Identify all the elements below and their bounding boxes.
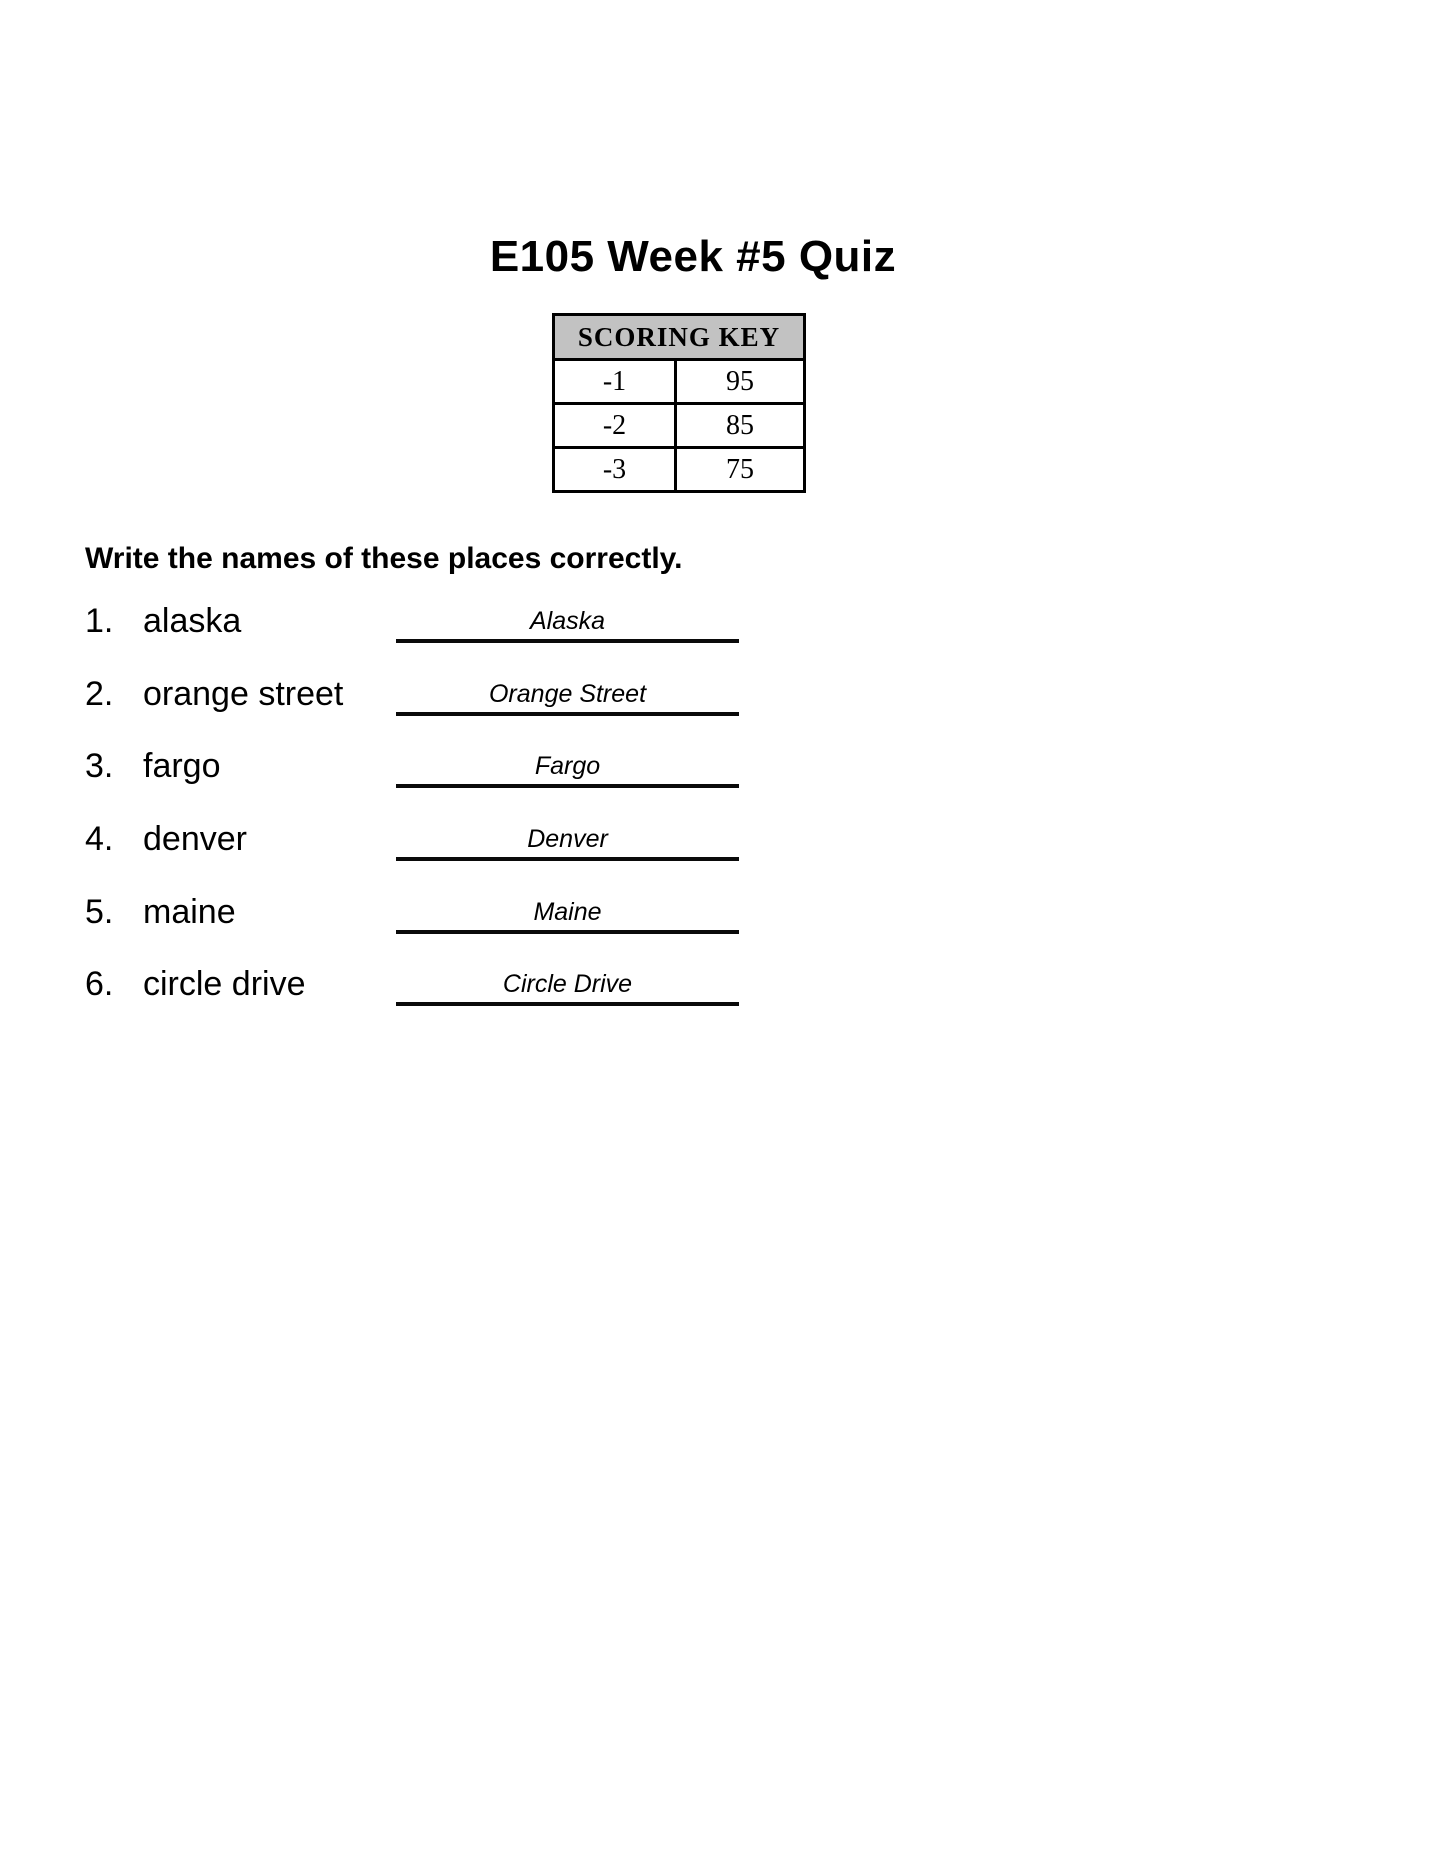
question-number: 1.	[85, 602, 114, 640]
scoring-key-header: SCORING KEY	[554, 315, 805, 360]
answer-text: Fargo	[534, 752, 601, 780]
question-row	[85, 596, 745, 643]
answer-text: Maine	[533, 898, 602, 926]
scoring-key-row	[554, 360, 805, 404]
question-row	[85, 741, 745, 788]
score-cell: 85	[676, 404, 805, 448]
answer-blank-line	[396, 959, 739, 1006]
question-row	[85, 669, 745, 716]
scoring-key-header-row	[554, 315, 805, 360]
answer-blank-line	[396, 669, 739, 716]
answer-text: Circle Drive	[502, 970, 633, 998]
question-number: 2.	[85, 675, 114, 713]
score-cell: 95	[676, 360, 805, 404]
answer-blank-line	[396, 741, 739, 788]
answer-text: Denver	[527, 825, 608, 853]
answer-text: Orange Street	[488, 680, 647, 708]
question-number: 5.	[85, 893, 114, 931]
score-cell: 75	[676, 448, 805, 492]
question-prompt: alaska	[143, 602, 242, 640]
question-prompt: circle drive	[143, 965, 306, 1003]
answer-text: Alaska	[529, 607, 606, 635]
question-number: 6.	[85, 965, 114, 1003]
question-prompt: orange street	[143, 675, 344, 713]
question-row	[85, 887, 745, 934]
answer-blank-line	[396, 596, 739, 643]
answer-blank-line	[396, 887, 739, 934]
scoring-key-table	[552, 313, 806, 493]
deduction-cell: -3	[554, 448, 676, 492]
question-number: 4.	[85, 820, 114, 858]
page-title: E105 Week #5 Quiz	[489, 232, 897, 281]
question-prompt: denver	[143, 820, 247, 858]
scoring-key-row	[554, 404, 805, 448]
deduction-cell: -2	[554, 404, 676, 448]
scoring-key-row	[554, 448, 805, 492]
instruction-text: Write the names of these places correctly.	[85, 542, 683, 575]
question-row	[85, 814, 745, 861]
question-prompt: fargo	[143, 747, 221, 785]
question-row	[85, 959, 745, 1006]
question-prompt: maine	[143, 893, 236, 931]
question-number: 3.	[85, 747, 114, 785]
answer-blank-line	[396, 814, 739, 861]
deduction-cell: -1	[554, 360, 676, 404]
